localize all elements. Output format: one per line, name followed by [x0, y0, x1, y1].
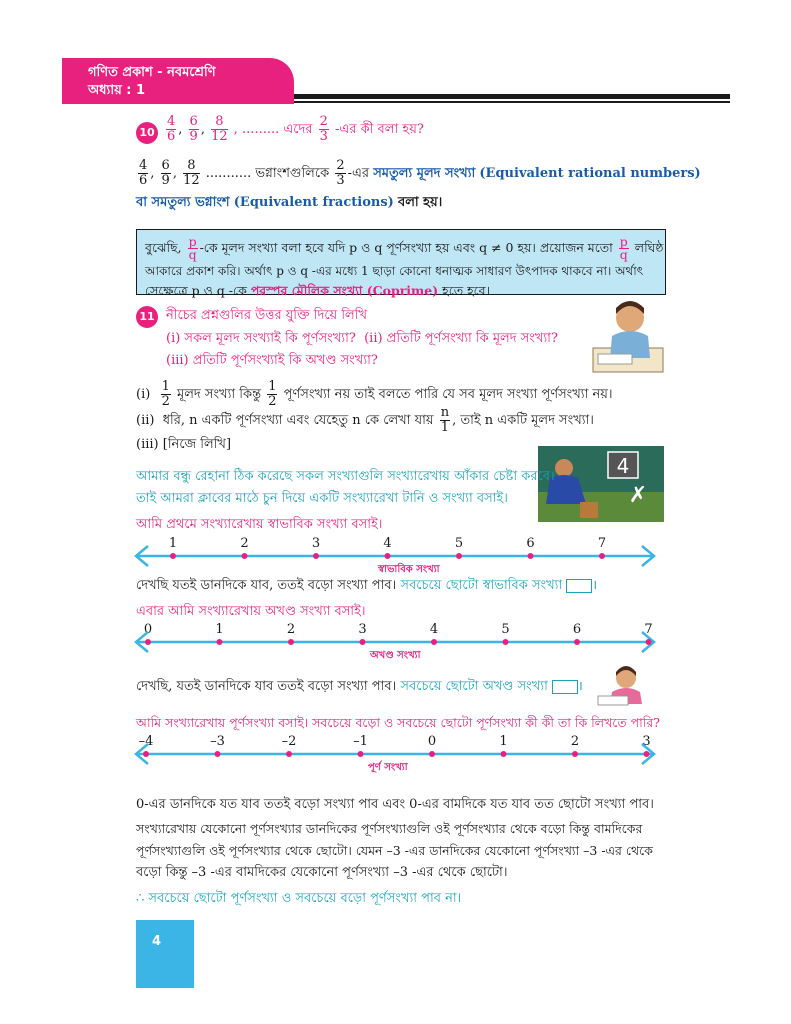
tick-label: 1	[499, 734, 508, 749]
note-line-3: সেক্ষেত্রে p ও q -কে পরস্পর মৌলিক সংখ্যা (Coprime) হতে হবে।	[145, 283, 491, 298]
tick-point	[217, 639, 223, 645]
tick-point	[572, 751, 578, 757]
conclusion: ∴ সবচেয়ে ছোটো পূর্ণসংখ্যা ও সবচেয়ে বড়ো পূর্ণসংখ্যা পাব না।	[136, 891, 462, 906]
tick-label: 1	[215, 622, 224, 637]
header-rule	[294, 94, 730, 99]
numberline-intro-1: আমার বন্ধু রেহানা ঠিক করেছে সকল সংখ্যাগুলি সংখ্যারেখায় আঁকার চেষ্টা করবে।	[136, 469, 555, 484]
tick-point	[456, 553, 462, 559]
board-digit: 4	[616, 454, 630, 478]
tick-point	[358, 751, 364, 757]
tick-label: –1	[353, 734, 368, 749]
natural-number-line	[130, 536, 670, 575]
book-title: গণিত প্রকাশ - নবমশ্রেণি	[88, 65, 216, 80]
question-11-iii: (iii) প্রতিটি পূর্ণসংখ্যাই কি অখণ্ড সংখ্যা?	[166, 353, 378, 368]
tick-label: 6	[572, 622, 582, 637]
number-line-caption: স্বাভাবিক সংখ্যা	[378, 564, 440, 575]
answer-blank[interactable]	[552, 680, 578, 694]
whole-number-line	[130, 622, 670, 661]
integer-intro: আমি সংখ্যারেখায় পূর্ণসংখ্যা বসাই। সবচেয়ে বড়ো ও সবচেয়ে ছোটো পূর্ণসংখ্যা কী কী তা কি লিখতে পারি?	[136, 715, 660, 730]
chapter-label: অধ্যায় : 1	[88, 83, 146, 98]
tick-label: 7	[597, 536, 607, 551]
question-11-i-ii: (i) সকল মূলদ সংখ্যাই কি পূর্ণসংখ্যা? (ii) প্রতিটি পূর্ণসংখ্যা কি মূলদ সংখ্যা?	[166, 331, 558, 346]
whole-observation: দেখছি, যতই ডানদিকে যাব ততই বড়ো সংখ্যা পাব। সবচেয়ে ছোটো অখণ্ড সংখ্যা ।	[136, 679, 583, 694]
number-line-caption: অখণ্ড সংখ্যা	[370, 650, 421, 661]
tick-point	[429, 751, 435, 757]
tick-point	[574, 639, 580, 645]
integer-para-2: সংখ্যারেখায় যেকোনো পূর্ণসংখ্যার ডানদিকের পূর্ণসংখ্যাগুলি ওই পূর্ণসংখ্যার থেকে বড়ো কিন্তু বামদিকের	[136, 821, 643, 836]
tick-label: 1	[168, 536, 178, 551]
question-11-intro: নীচের প্রশ্নগুলির উত্তর যুক্তি দিয়ে লিখি	[166, 308, 368, 323]
tick-point	[215, 751, 221, 757]
tick-label: 6	[526, 536, 535, 551]
tick-label: 7	[644, 622, 653, 637]
tick-point	[360, 639, 366, 645]
tick-point	[170, 553, 176, 559]
tick-label: 5	[501, 622, 510, 637]
answer-11-iii: (iii) [নিজে লিখি]	[136, 437, 232, 452]
note-line-1: বুঝেছি, $\frac{p}{q}$ -কে মূলদ সংখ্যা বলা হবে যদি p ও q পূর্ণসংখ্যা হয় এবং q ≠ 0 হয়। প্রয়োজন মতো $\frac{p}{q}$ লঘিষ্ঠ	[145, 234, 664, 262]
answer-10-line2: বা সমতুল্য ভগ্নাংশ (Equivalent fractions) বলা হয়।	[136, 195, 443, 210]
answer-blank[interactable]	[566, 579, 592, 593]
header-rule-thin	[294, 101, 730, 103]
tick-label: 0	[143, 622, 153, 637]
tick-point	[646, 639, 652, 645]
tick-label: –2	[281, 734, 297, 749]
chapter-header	[62, 58, 294, 104]
definition-note-box	[136, 229, 666, 298]
page-number: 4	[136, 920, 194, 988]
tick-label: 2	[240, 536, 249, 551]
answer-10-line1: $\frac{4}{6}$ , $\frac{6}{9}$ , $\frac{8}{12}$ ........... ভগ্নাংশগুলিকে $\frac{2}{3}$ -এর সমতুল্য মূলদ সংখ্যা (Equivalent rational numbers)	[139, 158, 701, 188]
answer-11-i: (i) $\frac{1}{2}$ মূলদ সংখ্যা কিন্তু $\frac{1}{2}$ পূর্ণসংখ্যা নয় তাই বলতে পারি যে সব মূলদ সংখ্যা পূর্ণসংখ্যা নয়।	[136, 379, 613, 409]
answer-11-ii: (ii) ধরি, n একটি পূর্ণসংখ্যা এবং যেহেতু n কে লেখা যায় $\frac{n}{1}$ , তাই n একটি মূলদ সংখ্যা।	[136, 405, 594, 435]
girl-drawing-numberline-illustration	[538, 446, 664, 522]
tick-point	[288, 639, 294, 645]
tick-point	[242, 553, 248, 559]
tick-label: –3	[210, 734, 225, 749]
student-reading-illustration	[594, 664, 654, 706]
tick-label: –4	[138, 734, 154, 749]
chalk-mark: ✗	[628, 483, 648, 508]
tick-label: 5	[454, 536, 464, 551]
fraction: $\frac{4}{6}$	[167, 114, 176, 144]
fraction: $\frac{6}{9}$	[189, 114, 198, 144]
question-10-badge: 10	[136, 122, 158, 144]
tick-point	[501, 751, 507, 757]
tick-point	[143, 751, 149, 757]
integer-number-line	[130, 734, 670, 773]
tick-point	[644, 751, 650, 757]
natural-intro: আমি প্রথমে সংখ্যারেখায় স্বাভাবিক সংখ্যা বসাই।	[136, 517, 383, 532]
tick-label: 2	[570, 734, 580, 749]
whole-intro: এবার আমি সংখ্যারেখায় অখণ্ড সংখ্যা বসাই।	[136, 604, 366, 619]
fraction: $\frac{2}{3}$	[319, 114, 328, 144]
question-11-badge: 11	[136, 306, 158, 328]
number-line-caption: পূর্ণ সংখ্যা	[368, 762, 408, 773]
tick-point	[431, 639, 437, 645]
note-line-2: আকারে প্রকাশ করি। অর্থাৎ p ও q -এর মধ্যে 1 ছাড়া কোনো ধনাত্মক সাধারণ উৎপাদক থাকবে না। অর্থাৎ	[145, 264, 644, 278]
tick-point	[528, 553, 534, 559]
student-writing-illustration	[588, 296, 668, 376]
question-10: $\frac{4}{6}$ , $\frac{6}{9}$ , $\frac{8}{12}$ , ......... এদের $\frac{2}{3}$ -এর কী বলা হয়?	[167, 114, 424, 144]
tick-label: 3	[311, 536, 321, 551]
tick-point	[599, 553, 605, 559]
tick-point	[145, 639, 151, 645]
fraction: $\frac{8}{12}$	[211, 114, 228, 144]
tick-point	[503, 639, 509, 645]
tick-label: 3	[358, 622, 367, 637]
natural-observation: দেখছি যতই ডানদিকে যাব, ততই বড়ো সংখ্যা পাব। সবচেয়ে ছোটো স্বাভাবিক সংখ্যা ।	[136, 578, 598, 593]
integer-para-1: 0-এর ডানদিকে যত যাব ততই বড়ো সংখ্যা পাব এবং 0-এর বামদিকে যত যাব তত ছোটো সংখ্যা পাব।	[136, 797, 654, 812]
numberline-intro-2: তাই আমরা ক্লাবের মাঠে চুন দিয়ে একটি সংখ্যারেখা টানি ও সংখ্যা বসাই।	[136, 491, 508, 506]
tick-label: 2	[286, 622, 296, 637]
tick-label: 0	[427, 734, 437, 749]
tick-point	[313, 553, 319, 559]
tick-point	[286, 751, 292, 757]
tick-label: 4	[429, 622, 439, 637]
integer-para-4: বড়ো কিন্তু –3 -এর বামদিকের যেকোনো পূর্ণসংখ্যা –3 -এর থেকে ছোটো।	[136, 865, 508, 880]
tick-point	[385, 553, 391, 559]
tick-label: 3	[642, 734, 651, 749]
integer-para-3: পূর্ণসংখ্যাগুলি ওই পূর্ণসংখ্যার থেকে ছোটো। যেমন –3 -এর ডানদিকের যেকোনো পূর্ণসংখ্যা –3 -এর থেকে	[136, 843, 653, 858]
tick-label: 4	[383, 536, 392, 551]
